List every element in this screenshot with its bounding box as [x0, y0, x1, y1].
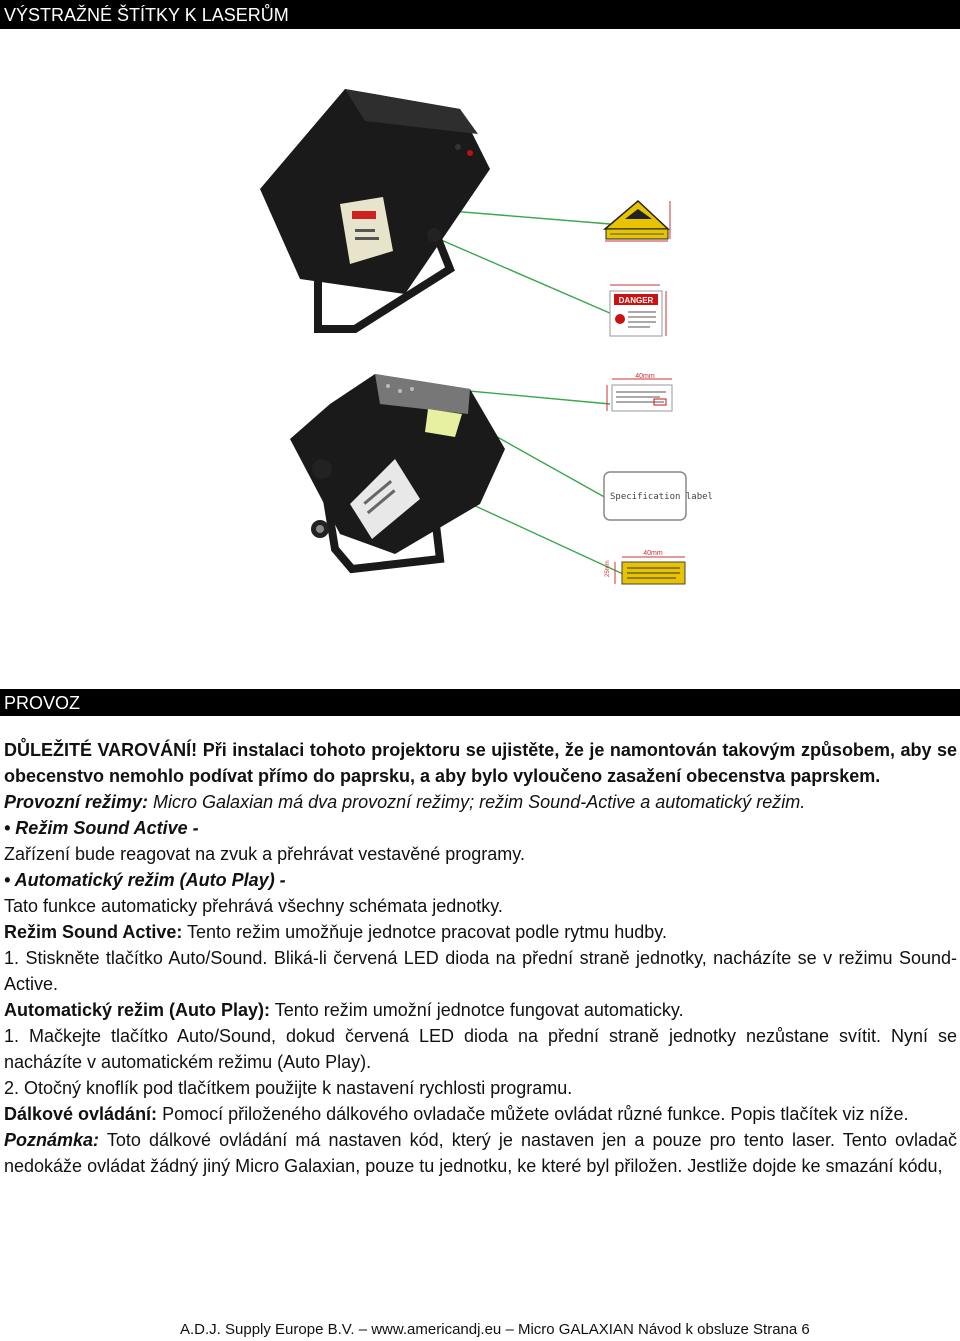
warning-label: DŮLEŽITÉ VAROVÁNÍ! — [4, 740, 198, 760]
danger-label — [610, 285, 666, 336]
dim-25mm-text: 25mm — [605, 560, 611, 577]
sound-mode-paragraph — [4, 919, 957, 945]
auto-mode-text: Tento režim umožní jednotce fungovat automaticky. — [270, 1000, 684, 1020]
modes-paragraph — [4, 789, 957, 815]
bullet-auto-play: • Automatický režim (Auto Play) - — [4, 870, 286, 890]
bullet-sound-active-text: Zařízení bude reagovat na zvuk a přehrávat vestavěné programy. — [4, 844, 525, 864]
specification-label — [604, 472, 713, 520]
header-bar — [0, 0, 960, 29]
sound-mode-text: Tento režim umožňuje jednotce pracovat podle rytmu hudby. — [182, 922, 667, 942]
note-text: Toto dálkové ovládání má nastaven kód, který je nastaven jen a pouze pro tento laser. Tento ovladač nedokáže ovládat žádný jiný Micro Galaxian, pouze tu jednotku, ke které byl přiložen. Jestliže dojde ke smazání kódu, — [4, 1130, 957, 1176]
specification-label-text: Specification label — [610, 492, 713, 502]
section-bar — [0, 689, 960, 716]
page-footer: A.D.J. Supply Europe B.V. – www.americandj.eu – Micro GALAXIAN Návod k obsluze Strana 6 — [180, 1321, 810, 1338]
danger-text: DANGER — [618, 296, 654, 305]
laser-unit-top-image — [260, 89, 490, 329]
sound-mode-label: Režim Sound Active: — [4, 922, 183, 942]
sound-mode-step-1: 1. Stiskněte tlačítko Auto/Sound. Bliká-li červená LED dioda na přední straně jednotky, nacházíte se v režimu Sound-Active. — [4, 948, 957, 994]
note-label: Poznámka: — [4, 1130, 100, 1150]
auto-mode-step-2: 2. Otočný knoflík pod tlačítkem použijte k nastavení rychlosti programu. — [4, 1078, 573, 1098]
laser-unit-bottom-image — [290, 374, 505, 569]
dim-40mm-text: 40mm — [635, 373, 655, 380]
section-title: PROVOZ — [4, 693, 81, 713]
auto-mode-step-1: 1. Mačkejte tlačítko Auto/Sound, dokud červená LED dioda na přední straně jednotky nezůstane svítit. Nyní se nacházíte v automatickém režimu (Auto Play). — [4, 1026, 957, 1072]
caution-label — [605, 550, 685, 584]
laser-labels-figure — [0, 29, 960, 679]
auto-mode-paragraph — [4, 997, 957, 1023]
remote-paragraph — [4, 1101, 957, 1127]
dim-40mm-b-text: 40mm — [643, 550, 663, 557]
bullet-sound-active: • Režim Sound Active - — [4, 818, 199, 838]
note-paragraph — [4, 1127, 957, 1179]
operation-text — [4, 737, 957, 1179]
remote-text: Pomocí přiloženého dálkového ovladače můžete ovládat různé funkce. Popis tlačítek viz níže. — [157, 1104, 909, 1124]
info-label — [607, 373, 672, 411]
auto-mode-label: Automatický režim (Auto Play): — [4, 1000, 271, 1020]
modes-label: Provozní režimy: — [4, 792, 149, 812]
warning-paragraph — [4, 737, 957, 789]
page-header-title: VÝSTRAŽNÉ ŠTÍTKY K LASERŮM — [4, 5, 289, 25]
modes-text: Micro Galaxian má dva provozní režimy; režim Sound-Active a automatický režim. — [148, 792, 806, 812]
remote-label: Dálkové ovládání: — [4, 1104, 158, 1124]
warning-triangle-label — [605, 201, 670, 241]
warning-text: Při instalaci tohoto projektoru se ujistěte, že je namontován takovým způsobem, aby se obecenstvo nemohlo podívat přímo do paprsku, a aby bylo vyloučeno zasažení obecenstva paprskem. — [4, 740, 958, 786]
bullet-auto-play-text: Tato funkce automaticky přehrává všechny schémata jednotky. — [4, 896, 503, 916]
